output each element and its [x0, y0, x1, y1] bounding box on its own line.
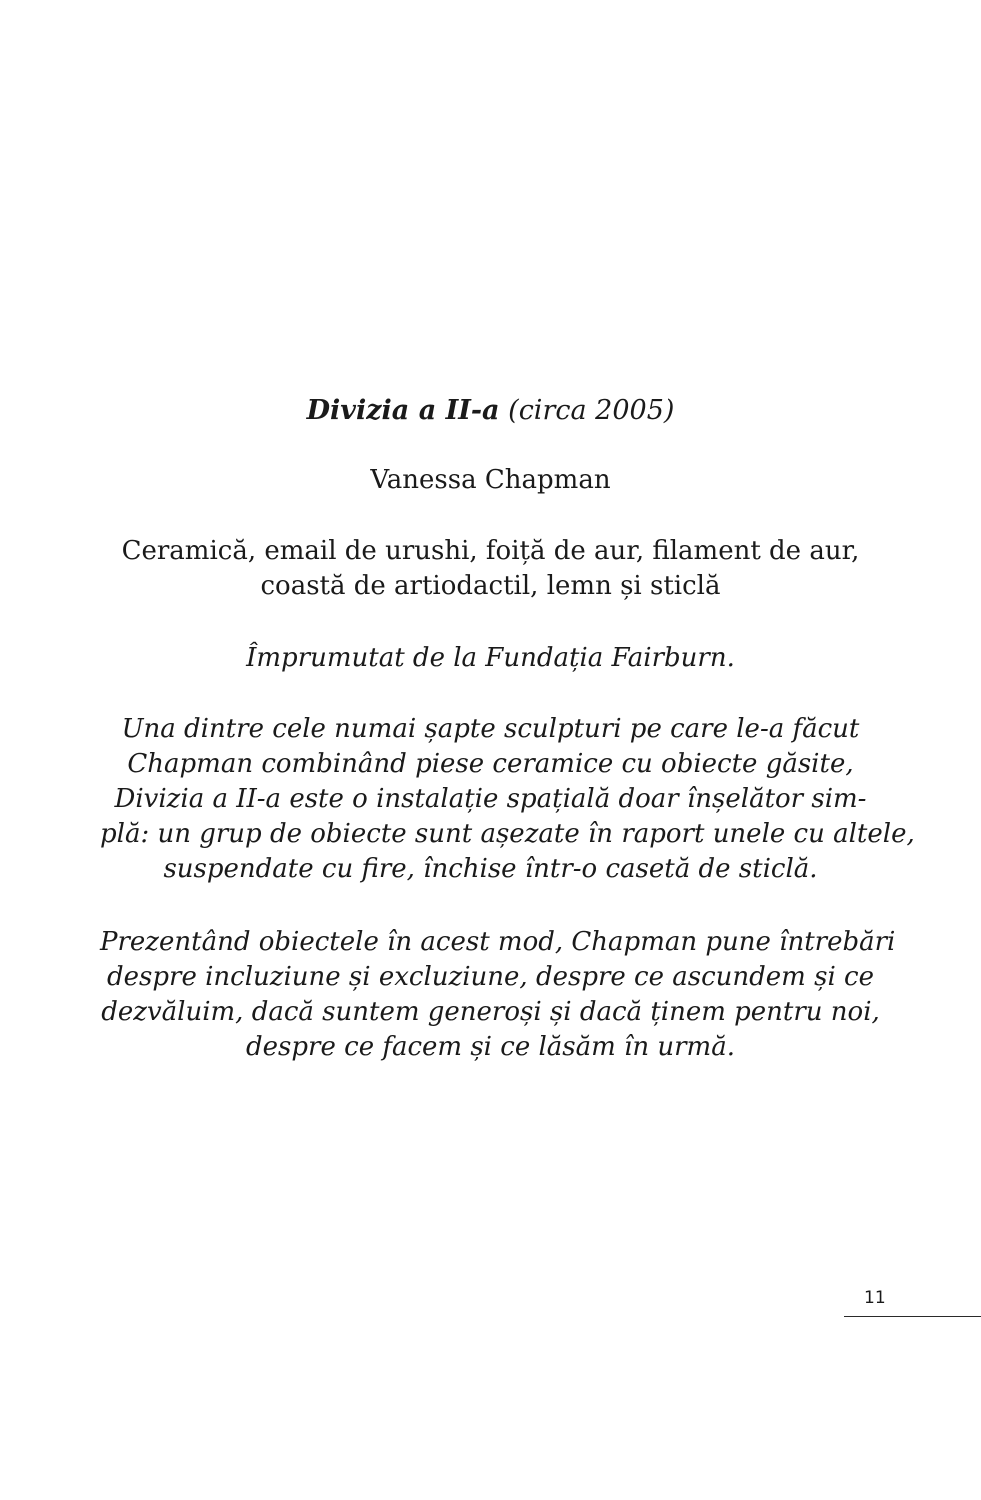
description-line: Una dintre cele numai șapte sculpturi pe care le-a făcut [121, 714, 860, 744]
work-title-line [100, 393, 881, 429]
description-line: despre incluziune și excluziune, despre ce ascundem și ce [107, 962, 874, 992]
work-title: Divizia a II-a [306, 395, 500, 426]
materials-line: coastă de artiodactil, lemn și sticlă [260, 571, 721, 601]
description-line: suspendate cu fire, închise într-o casetă de sticlă. [163, 854, 818, 884]
description-paragraph-1 [100, 712, 915, 887]
description-line: Prezentând obiectele în acest mod, Chapman pune întrebări [100, 927, 896, 957]
page-number: 11 [864, 1288, 886, 1308]
description-line: despre ce facem și ce lăsăm în urmă. [246, 1032, 735, 1062]
description-paragraph-2 [100, 925, 896, 1065]
work-date: (circa 2005) [508, 395, 675, 426]
materials [100, 534, 881, 604]
description-line: Divizia a II-a este o instalație spațială doar înșelător sim- [114, 784, 867, 814]
page-folio [844, 1286, 981, 1317]
artist-name: Vanessa Chapman [370, 465, 611, 495]
description-line: plă: un grup de obiecte sunt așezate în raport unele cu altele, [100, 819, 915, 849]
description-line: dezvăluim, dacă suntem generoși și dacă ținem pentru noi, [101, 997, 880, 1027]
description-line: Chapman combinând piese ceramice cu obiecte găsite, [127, 749, 854, 779]
loan-credit: Împrumutat de la Fundația Fairburn. [246, 643, 735, 673]
materials-line: Ceramică, email de urushi, foiță de aur, filament de aur, [121, 536, 860, 566]
